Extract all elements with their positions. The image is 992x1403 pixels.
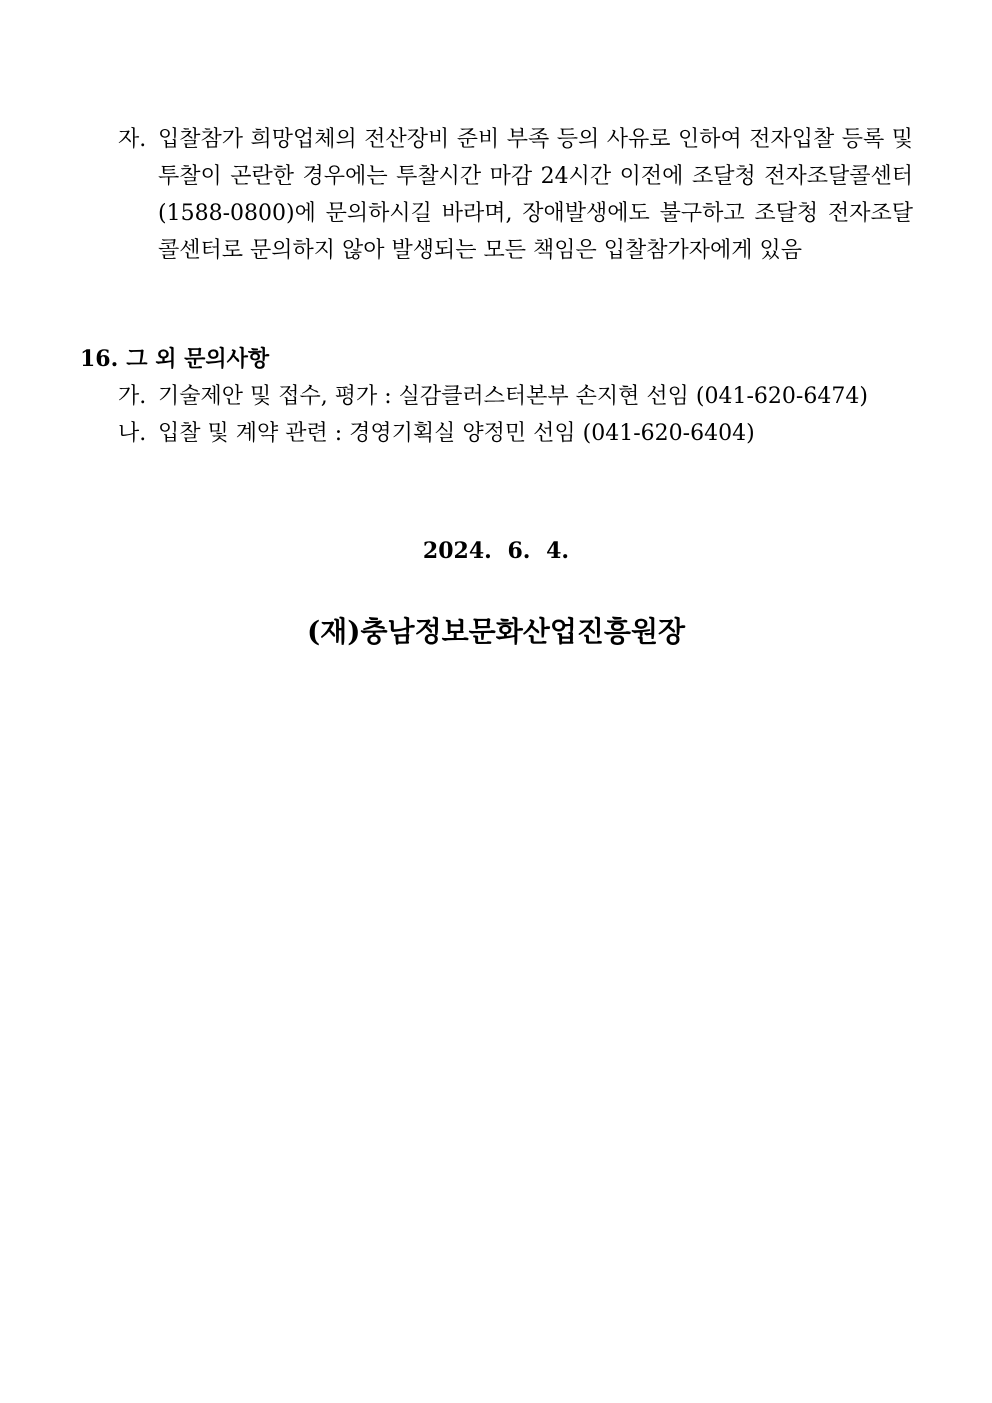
section-heading-16 <box>80 341 269 378</box>
document-date: 2024. 6. 4. <box>422 538 570 564</box>
contact-text: 입찰 및 계약 관련 : 경영기획실 양정민 선임 (041-620-6404) <box>158 421 755 446</box>
contact-marker: 나. <box>118 421 147 446</box>
notice-item-ja <box>118 121 913 269</box>
contact-marker: 가. <box>118 384 147 409</box>
contact-item-technical <box>118 378 868 415</box>
contact-text: 기술제안 및 접수, 평가 : 실감클러스터본부 손지현 선임 (041-620-6474) <box>158 384 868 409</box>
contact-item-contract <box>118 415 755 452</box>
item-marker: 자. <box>118 127 147 152</box>
section-title: 그 외 문의사항 <box>126 346 270 372</box>
issuer-signature: (재)충남정보문화산업진흥원장 <box>306 615 686 648</box>
section-number: 16. <box>80 346 119 372</box>
item-text: 입찰참가 희망업체의 전산장비 준비 부족 등의 사유로 인하여 전자입찰 등록 및 투찰이 곤란한 경우에는 투찰시간 마감 24시간 이전에 조달청 전자조달콜센터(1588-0800)에 문의하시길 바라며, 장애발생에도 불구하고 조달청 전자조달콜센터로 문의하지 않아 발생되는 모든 책임은 입찰참가자에게 있음 <box>158 127 913 263</box>
